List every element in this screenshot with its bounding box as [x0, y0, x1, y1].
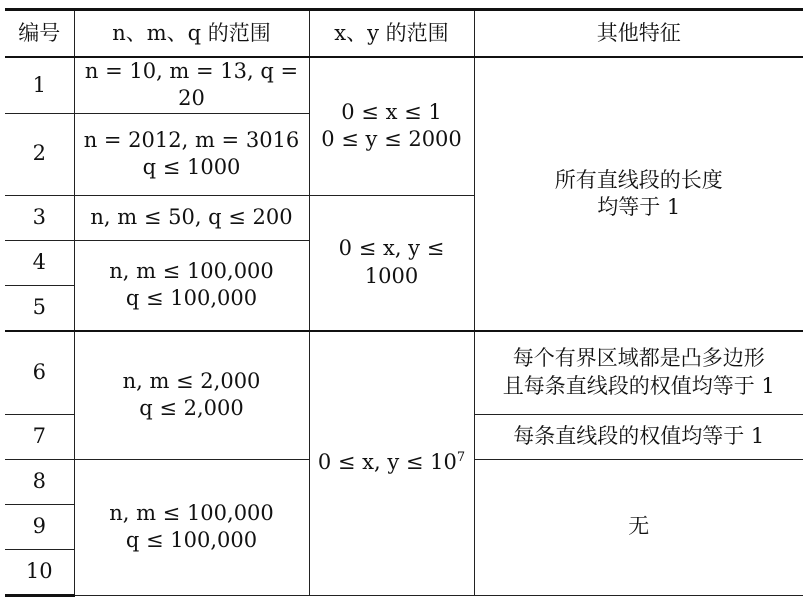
row-id: 5 — [5, 285, 74, 331]
row-id: 2 — [5, 113, 74, 195]
other-line: 每个有界区域都是凸多边形 — [512, 346, 765, 371]
xy-cell — [309, 331, 474, 596]
nmq-cell: n, m ≤ 50, q ≤ 200 — [74, 195, 309, 240]
row-id: 3 — [5, 195, 74, 240]
table-row — [5, 331, 803, 415]
xy-line: 0 ≤ x ≤ 1 — [341, 100, 442, 124]
nmq-cell — [74, 459, 309, 595]
other-cell: 每条直线段的权值均等于 1 — [474, 414, 803, 459]
nmq-cell — [74, 240, 309, 331]
nmq-line: q ≤ 1000 — [142, 155, 241, 180]
row-id: 8 — [5, 459, 74, 504]
nmq-line: n = 2012, m = 3016 — [83, 127, 300, 152]
row-id: 9 — [5, 504, 74, 549]
xy-line: 0 ≤ x, y ≤ 10 — [317, 450, 457, 475]
nmq-line: q ≤ 100,000 — [125, 286, 258, 311]
row-id: 1 — [5, 57, 74, 113]
other-line: 所有直线段的长度 — [554, 167, 723, 192]
table-row — [5, 57, 803, 113]
row-id: 6 — [5, 331, 74, 415]
xy-exponent: 7 — [456, 450, 466, 466]
table-header-row — [5, 10, 803, 58]
xy-line: 0 ≤ y ≤ 2000 — [321, 127, 462, 152]
row-id: 4 — [5, 240, 74, 285]
other-cell: 无 — [474, 459, 803, 595]
row-id: 10 — [5, 549, 74, 595]
nmq-line: n, m ≤ 100,000 — [109, 500, 274, 525]
nmq-line: q ≤ 100,000 — [125, 528, 258, 553]
nmq-cell — [74, 113, 309, 195]
xy-cell: 0 ≤ x, y ≤ 1000 — [309, 195, 474, 331]
nmq-line: q ≤ 2,000 — [139, 396, 244, 421]
header-id: 编号 — [5, 10, 74, 58]
nmq-line: n, m ≤ 2,000 — [122, 368, 261, 393]
nmq-cell — [74, 331, 309, 460]
nmq-line: n, m ≤ 100,000 — [109, 258, 274, 283]
nmq-cell: n = 10, m = 13, q = 20 — [74, 57, 309, 113]
other-line: 且每条直线段的权值均等于 1 — [502, 373, 775, 398]
constraints-table — [5, 8, 803, 597]
other-cell — [474, 57, 803, 331]
header-nmq-range: n、m、q 的范围 — [74, 10, 309, 58]
xy-cell — [309, 57, 474, 195]
row-id: 7 — [5, 414, 74, 459]
other-line: 均等于 1 — [597, 194, 681, 219]
header-other-features: 其他特征 — [474, 10, 803, 58]
other-cell — [474, 331, 803, 415]
header-xy-range: x、y 的范围 — [309, 10, 474, 58]
